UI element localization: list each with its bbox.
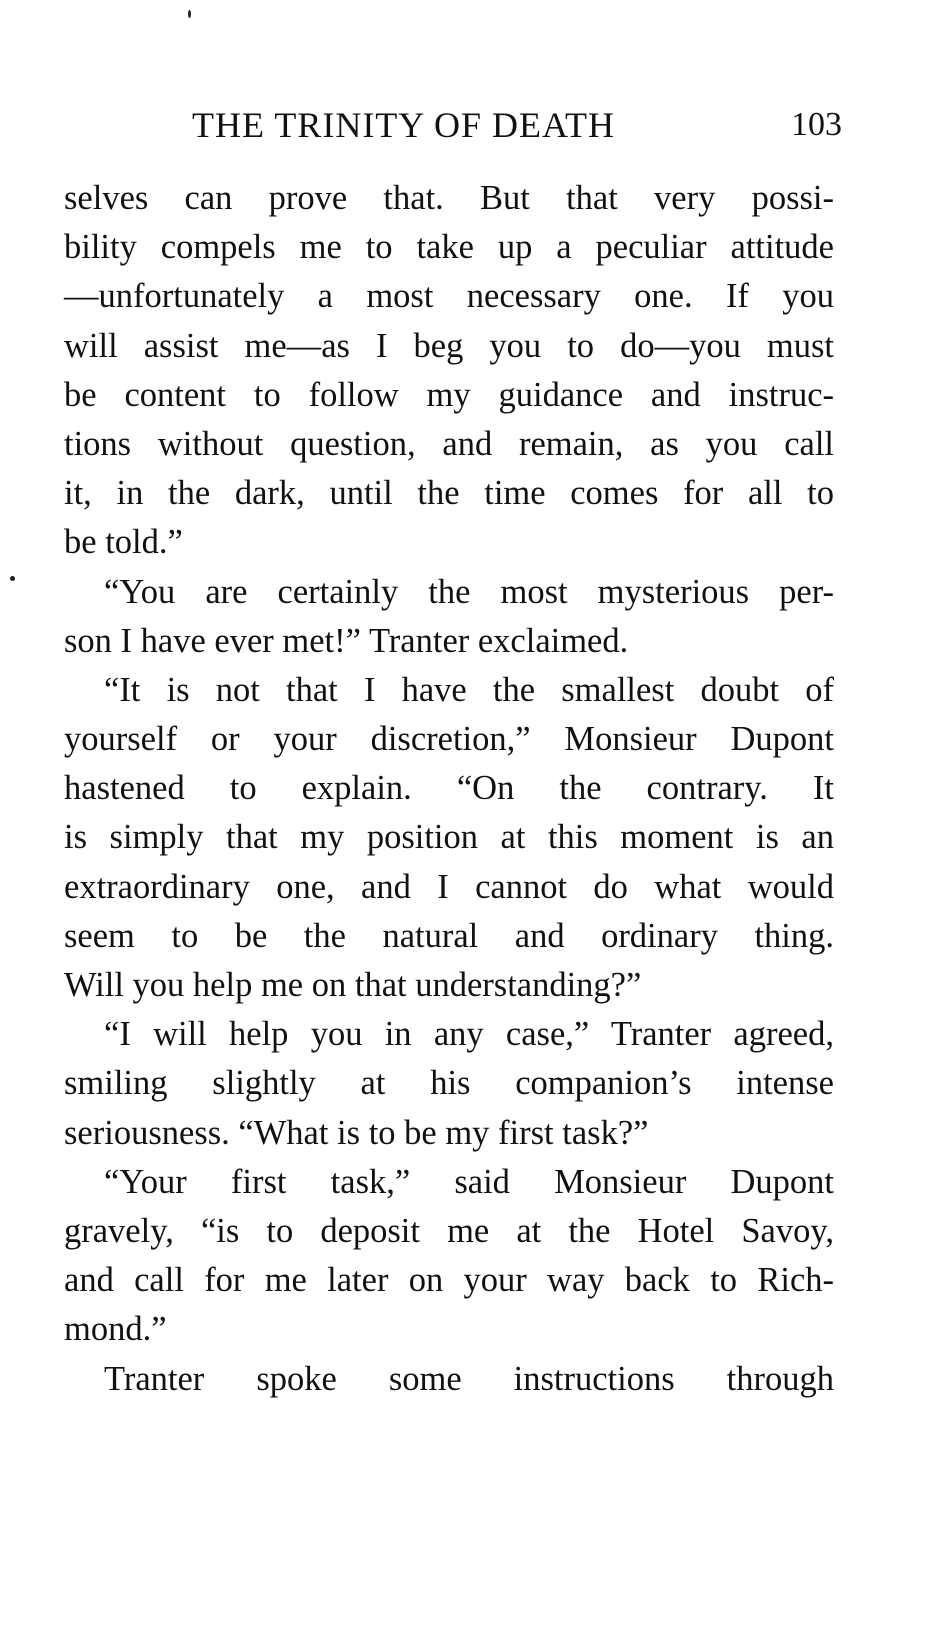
text-line: seem to be the natural and ordinary thing.	[64, 916, 834, 955]
text-line: Tranter spoke some instructions through	[104, 1359, 834, 1398]
text-line: hastened to explain. “On the contrary. It	[64, 769, 834, 808]
text-line: son I have ever met!” Tranter exclaimed.	[64, 621, 629, 660]
text-line: “Your first task,” said Monsieur Dupont	[104, 1162, 834, 1201]
text-line: will assist me—as I beg you to do—you must	[64, 326, 834, 365]
text-line: “You are certainly the most mysterious per-	[104, 572, 834, 611]
running-head: THE TRINITY OF DEATH	[192, 105, 615, 145]
page-header	[192, 104, 842, 154]
text-line: Will you help me on that understanding?”	[64, 966, 642, 1004]
text-line: be told.”	[64, 523, 183, 562]
text-line: is simply that my position at this moment is an	[64, 818, 834, 857]
text-line: selves can prove that. But that very possi-	[64, 179, 834, 217]
text-line: gravely, “is to deposit me at the Hotel Savoy,	[64, 1211, 834, 1250]
print-speck-margin	[10, 576, 15, 581]
body-text	[64, 174, 834, 1404]
text-line: it, in the dark, until the time comes for all to	[64, 474, 834, 513]
text-line: mond.”	[64, 1310, 167, 1349]
text-line: yourself or your discretion,” Monsieur Dupont	[64, 720, 834, 759]
text-line: smiling slightly at his companion’s intense	[64, 1064, 834, 1103]
text-line: seriousness. “What is to be my first task?”	[64, 1113, 649, 1152]
text-line: tions without question, and remain, as you call	[64, 424, 834, 463]
text-line: be content to follow my guidance and instruc-	[64, 375, 834, 414]
print-speck-top	[188, 10, 191, 18]
text-line: and call for me later on your way back to Rich-	[64, 1261, 834, 1300]
text-line: “I will help you in any case,” Tranter agreed,	[104, 1015, 834, 1054]
text-line: extraordinary one, and I cannot do what would	[64, 867, 834, 906]
page-number: 103	[791, 106, 842, 143]
text-line: bility compels me to take up a peculiar attitude	[64, 228, 834, 267]
text-line: “It is not that I have the smallest doubt of	[104, 670, 834, 709]
text-line: —unfortunately a most necessary one. If you	[64, 277, 834, 316]
